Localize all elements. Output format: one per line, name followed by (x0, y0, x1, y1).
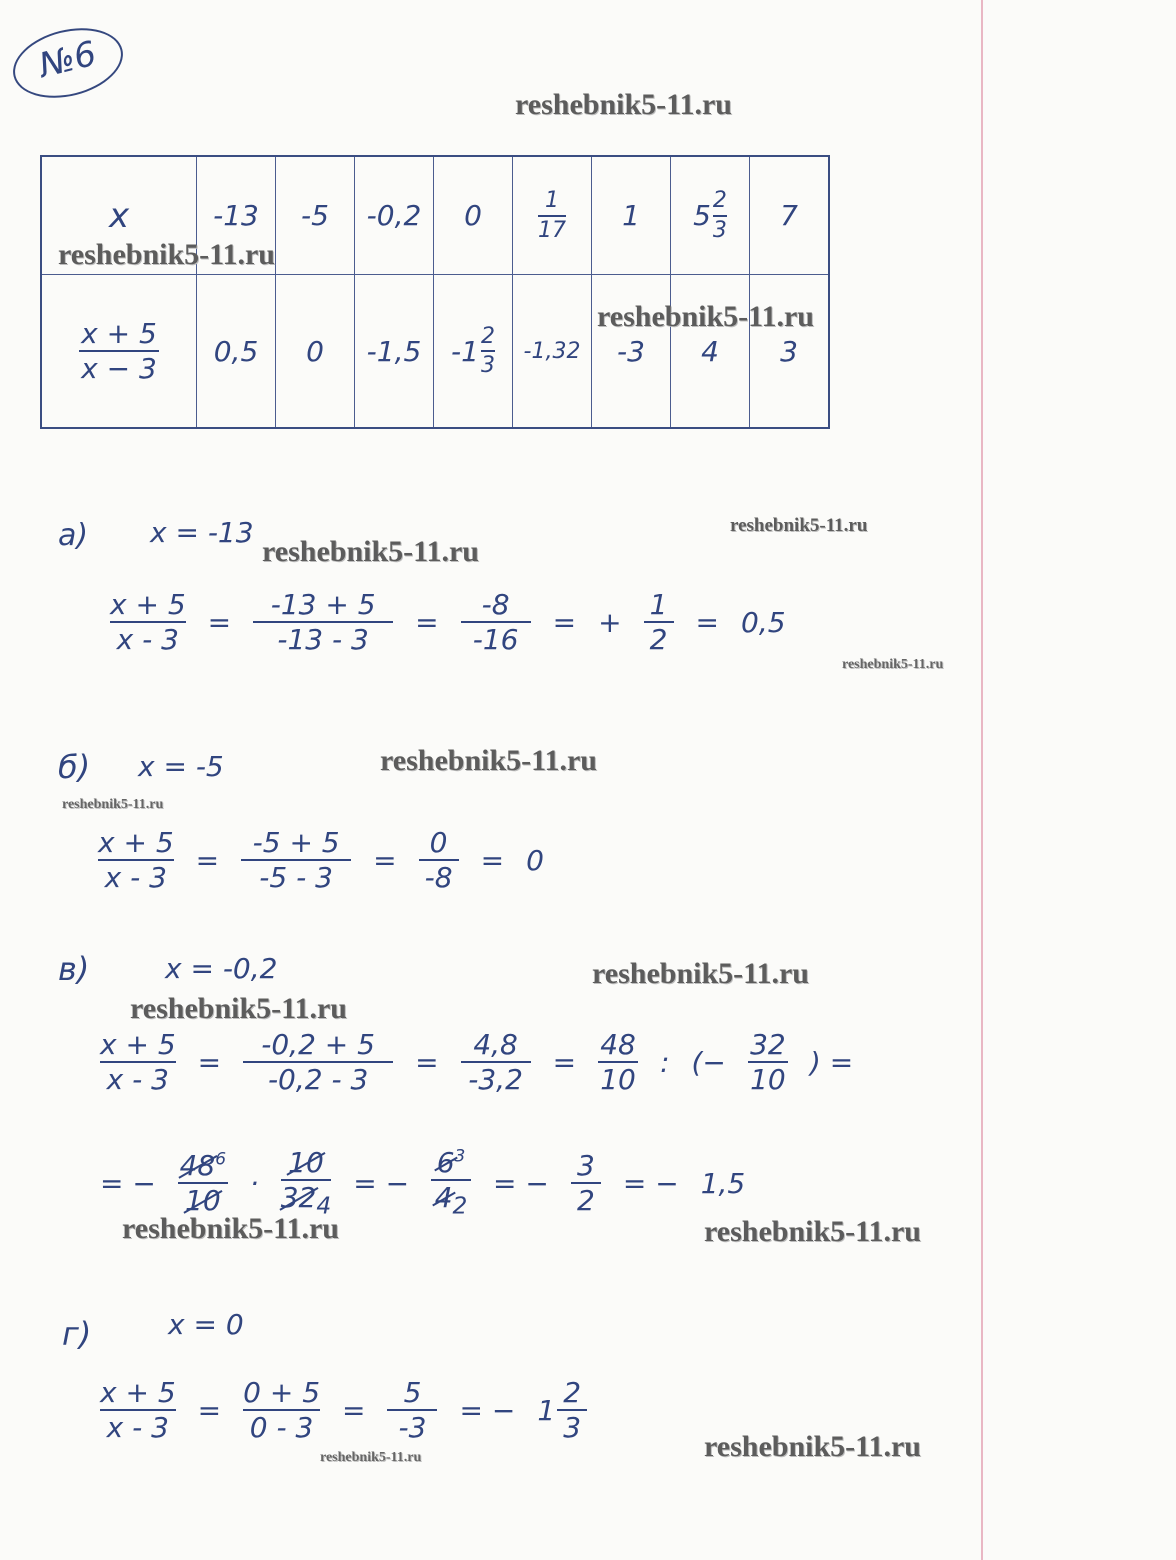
watermark: reshebnik5-11.ru (262, 535, 479, 568)
notebook-margin-line (981, 0, 983, 1560)
part-b-given: x = -5 (138, 750, 224, 783)
table-cell: -0,2 (355, 156, 434, 275)
watermark: reshebnik5-11.ru (704, 1215, 921, 1248)
part-a-equation: $\frac{x + 5}{x - 3}$ = $\frac{-13 + 5}{-13 - 3}$ = $\frac{-8}{-16}$ = + $\frac{1}{2}$ = 0,5 (110, 588, 786, 657)
watermark: reshebnik5-11.ru (592, 957, 809, 990)
part-v-given: x = -0,2 (165, 952, 278, 985)
table-cell: 4 (671, 275, 750, 429)
table-cell: 7 (750, 156, 830, 275)
table-cell: 0 (276, 275, 355, 429)
table-cell: -1 $\frac{2}{3}$ (434, 275, 513, 429)
table-cell: -13 (197, 156, 276, 275)
part-v-label: в) (58, 950, 90, 988)
part-g-given: x = 0 (168, 1308, 244, 1341)
part-a-label: а) (58, 518, 89, 553)
table-cell: 1 (592, 156, 671, 275)
problem-number: №6 (35, 33, 101, 87)
row-header-x: x (41, 156, 197, 275)
part-v-equation-line1: $\frac{x + 5}{x - 3}$ = $\frac{-0,2 + 5}{-0,2 - 3}$ = $\frac{4,8}{-3,2}$ = $\frac{48}{10}$ : (− $\frac{32}{10}$ ) = (100, 1028, 854, 1097)
values-table (40, 155, 830, 429)
part-g-equation: $\frac{x + 5}{x - 3}$ = $\frac{0 + 5}{0 - 3}$ = $\frac{5}{-3}$ = − 1 $\frac{2}{3}$ (100, 1378, 587, 1443)
watermark: reshebnik5-11.ru (730, 515, 868, 536)
table-cell: $\frac{1}{17}$ (513, 156, 592, 275)
watermark: reshebnik5-11.ru (122, 1212, 339, 1245)
watermark: reshebnik5-11.ru (842, 657, 944, 672)
part-a-given: x = -13 (150, 516, 254, 549)
part-v-equation-line2: = − $\frac{48^6}{10}$ · $\frac{10}{32_4}$ = − $\frac{6^3}{4_2}$ = − $\frac{3}{2}$ = − 1,5 (100, 1146, 746, 1220)
part-b-label: б) (58, 748, 91, 786)
table-cell: -1,32 (513, 275, 592, 429)
watermark: reshebnik5-11.ru (515, 88, 732, 121)
watermark: reshebnik5-11.ru (62, 797, 164, 812)
table-cell: -5 (276, 156, 355, 275)
watermark: reshebnik5-11.ru (380, 744, 597, 777)
watermark: reshebnik5-11.ru (58, 238, 275, 271)
problem-number-badge (6, 17, 131, 108)
table-cell: -1,5 (355, 275, 434, 429)
watermark: reshebnik5-11.ru (130, 992, 347, 1025)
part-b-equation: $\frac{x + 5}{x - 3}$ = $\frac{-5 + 5}{-5 - 3}$ = $\frac{0}{-8}$ = 0 (98, 826, 544, 895)
watermark: reshebnik5-11.ru (320, 1450, 422, 1465)
row-header-expression: $\frac{x + 5}{x - 3}$ (41, 275, 197, 429)
table-row-y (41, 275, 829, 429)
table-cell: 5 $\frac{2}{3}$ (671, 156, 750, 275)
table-cell: -3 (592, 275, 671, 429)
watermark: reshebnik5-11.ru (704, 1430, 921, 1463)
part-g-label: г) (62, 1315, 92, 1353)
table-cell: 3 (750, 275, 830, 429)
table-cell: 0,5 (197, 275, 276, 429)
table-cell: 0 (434, 156, 513, 275)
watermark: reshebnik5-11.ru (597, 300, 814, 333)
